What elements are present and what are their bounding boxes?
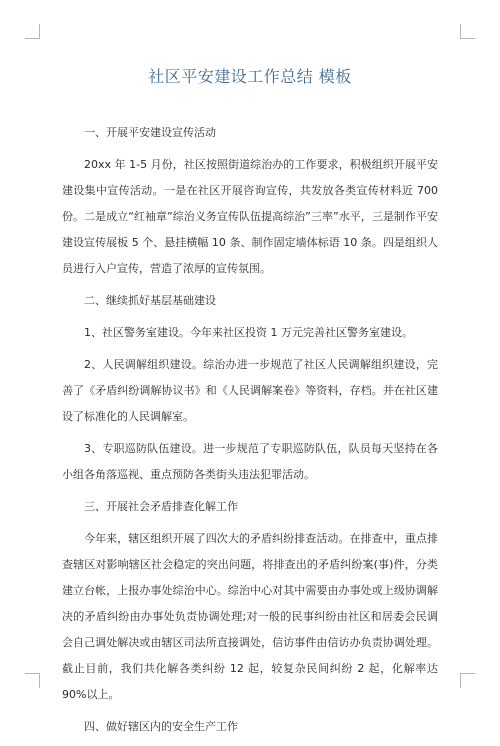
paragraph: 20xx 年 1-5 月份，社区按照街道综治办的工作要求，积极组织开展平安建设集中宣传活动。一是在社区开展咨询宣传，共发放各类宣传材料近 700 份。二是成立“红袖章”综治义务宣传队伍提高综治”三率”水平，三是制作平安建设宣传展板 5 个、悬挂横幅 10 条、制作固定墙体标语 10 条。四是组织人员进行入户宣传，营造了浓厚的宣传氛围。 [62, 158, 438, 275]
section-heading-2: 二、继续抓好基层基础建设 [84, 294, 216, 307]
document-body [62, 120, 438, 746]
paragraph: 今年来，辖区组织开展了四次大的矛盾纠纷排查活动。在排查中，重点排查辖区对影响辖区社会稳定的突出问题，将排查出的矛盾纠纷案(事)件，分类建立台帐，上报办事处综治中心。综治中心对其中需要由办事处或上级协调解决的矛盾纠纷由办事处负责协调处理;对一般的民事纠纷由社区和居委会民调会自己调处解决或由辖区司法所直接调处，信访事件由信访办负责协调处理。截止目前，我们共化解各类纠纷 12 起，较复杂民间纠纷 2 起，化解率达 90%以上。 [62, 532, 438, 701]
document-title: 社区平安建设工作总结 模板 [148, 67, 352, 86]
section-heading-3: 三、开展社会矛盾排查化解工作 [84, 500, 238, 513]
paragraph: 1、社区警务室建设。今年来社区投资 1 万元完善社区警务室建设。 [84, 326, 413, 339]
crop-mark-top-right [460, 24, 475, 39]
section-heading-1: 一、开展平安建设宣传活动 [84, 126, 216, 139]
crop-mark-top-left [25, 24, 40, 39]
section-heading-4: 四、做好辖区内的安全生产工作 [84, 720, 238, 733]
paragraph: 3、专职巡防队伍建设。进一步规范了专职巡防队伍，队员每天坚持在各小组各角落巡视、重点预防各类街头违法犯罪活动。 [62, 442, 438, 481]
crop-mark-bottom-left [25, 673, 40, 688]
crop-mark-bottom-right [460, 673, 475, 688]
paragraph: 2、人民调解组织建设。综治办进一步规范了社区人民调解组织建设，完善了《矛盾纠纷调解协议书》和《人民调解案卷》等资料，存档。并在社区建设了标准化的人民调解室。 [62, 358, 438, 423]
